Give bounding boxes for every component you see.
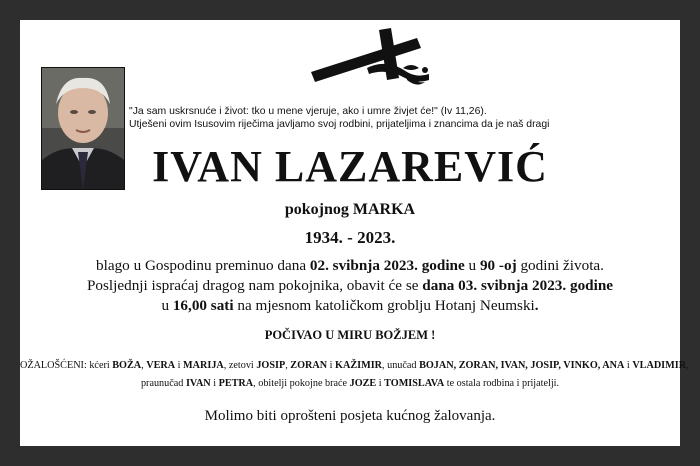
obituary-notice: [20, 20, 689, 446]
father-name: pokojnog MARKA: [284, 201, 416, 218]
text-segment: Posljednji ispraćaj dragog nam pokojnika, obavit će se: [86, 277, 423, 294]
mourner-name: TOMISLAVA: [384, 378, 445, 389]
text-segment: u: [161, 297, 173, 314]
mourner-name: VLADIMIR: [632, 360, 687, 371]
text-segment: godini života.: [516, 257, 604, 274]
announcement-line-3: [20, 296, 680, 316]
mourners-line-1: [20, 357, 689, 375]
mourner-name: KAŽIMIR: [335, 360, 383, 371]
text-segment: i: [327, 360, 336, 371]
mourner-name: JOSIP: [256, 360, 286, 371]
text-segment: ,: [141, 360, 147, 371]
mourner-name: BOŽA: [112, 360, 142, 371]
mourner-name: ZORAN: [290, 360, 328, 371]
life-years: 1934. - 2023.: [304, 228, 396, 247]
funeral-date: dana 03. svibnja 2023. godine: [422, 277, 614, 294]
text-segment: .: [534, 297, 539, 314]
text-segment: praunučad: [140, 378, 186, 389]
text-segment: ,: [686, 360, 689, 371]
cemetery-location: na mjesnom katoličkom groblju Hotanj Neumski: [233, 297, 535, 314]
announcement-text: [20, 256, 680, 316]
scripture-quote: [129, 105, 659, 131]
text-segment: blago u Gospodinu preminuo dana: [96, 257, 310, 274]
mourner-name: MARIJA: [183, 360, 224, 371]
age: 90 -oj: [479, 257, 517, 274]
text-segment: ,: [285, 360, 291, 371]
text-segment: i: [376, 378, 385, 389]
announcement-line-2: [20, 276, 680, 296]
quote-line-1: "Ja sam uskrsnuće i život: tko u mene vjeruje, ako i umre živjet će!" (Iv 11,26).: [129, 106, 487, 117]
mourners-list: [20, 357, 689, 393]
deceased-name: IVAN LAZAREVIĆ: [152, 142, 548, 191]
text-segment: , zetovi: [223, 360, 257, 371]
mourner-name: JOZE: [349, 378, 377, 389]
mourner-name: VERA: [146, 360, 176, 371]
text-segment: u: [464, 257, 480, 274]
text-segment: kćeri: [89, 360, 113, 371]
text-segment: , obitelji pokojne braće: [253, 378, 350, 389]
text-segment: te ostala rodbina i prijatelji.: [444, 378, 560, 389]
mourners-line-2: [20, 375, 680, 393]
closing-note: Molimo biti oprošteni posjeta kućnog žalovanja.: [204, 408, 496, 424]
rest-in-peace: POČIVAO U MIRU BOŽJEM !: [264, 328, 436, 342]
text-segment: , unučad: [382, 360, 420, 371]
date-of-death: 02. svibnja 2023. godine: [309, 257, 465, 274]
text-segment: i: [175, 360, 184, 371]
quote-line-2: Utješeni ovim Isusovim riječima javljamo svoj rodbini, prijateljima i znancima da je naš dragi: [129, 119, 550, 130]
funeral-time: 16,00 sati: [172, 297, 234, 314]
mourner-name: PETRA: [218, 378, 254, 389]
text-segment: i: [210, 378, 219, 389]
cross-emblem-icon: [307, 28, 433, 88]
text-segment: i: [624, 360, 633, 371]
announcement-line-1: [20, 256, 680, 276]
mourner-name: IVAN: [185, 378, 211, 389]
mourners-label: OŽALOŠĆENI:: [20, 360, 90, 371]
mourner-name: BOJAN, ZORAN, IVAN, JOSIP, VINKO, ANA: [419, 360, 625, 371]
